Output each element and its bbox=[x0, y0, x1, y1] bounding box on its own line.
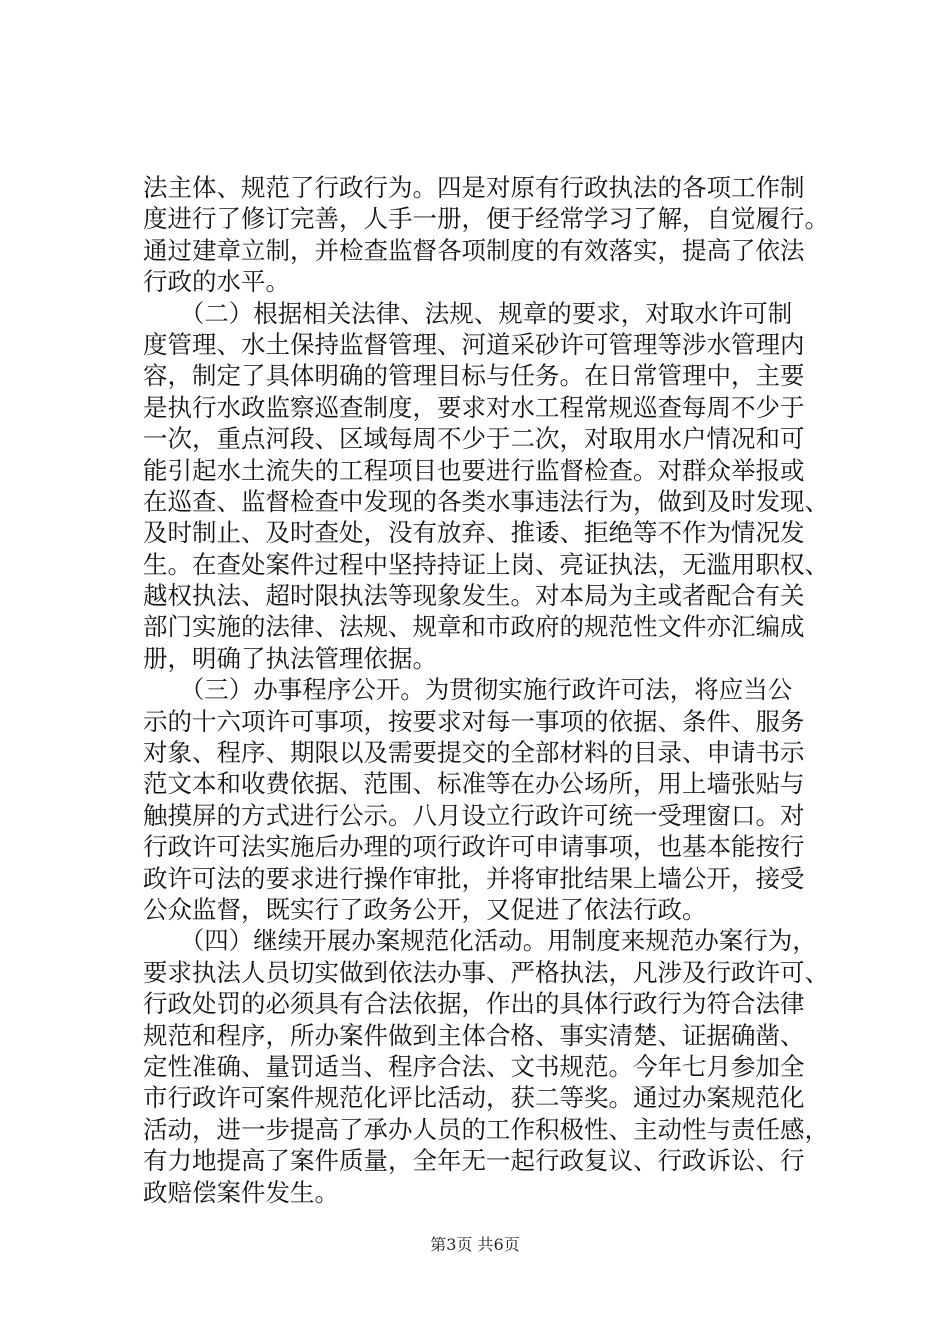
text-line: 活动，进一步提高了承办人员的工作积极性、主动性与责任感， bbox=[143, 1114, 829, 1144]
paragraph-4-start: （四）继续开展办案规范化活动。用制度来规范办案行为， bbox=[143, 926, 817, 956]
text-line: 通过建章立制，并检查监督各项制度的有效落实，提高了依法 bbox=[143, 235, 805, 265]
text-line: 容，制定了具体明确的管理目标与任务。在日常管理中，主要 bbox=[143, 361, 805, 391]
text-line: 册，明确了执法管理依据。 bbox=[143, 643, 437, 673]
text-line: 公众监督，既实行了政务公开，又促进了依法行政。 bbox=[143, 894, 707, 924]
text-line: 对象、程序、期限以及需要提交的全部材料的目录、申请书示 bbox=[143, 738, 805, 768]
text-line: 示的十六项许可事项，按要求对每一事项的依据、条件、服务 bbox=[143, 706, 805, 736]
text-line: 行政的水平。 bbox=[143, 267, 290, 297]
text-line: 有力地提高了案件质量，全年无一起行政复议、行政诉讼、行 bbox=[143, 1146, 805, 1176]
text-line: 在巡查、监督检查中发现的各类水事违法行为，做到及时发现、 bbox=[143, 486, 829, 516]
text-line: 能引起水土流失的工程项目也要进行监督检查。对群众举报或 bbox=[143, 455, 805, 485]
paragraph-3-start: （三）办事程序公开。为贯彻实施行政许可法，将应当公 bbox=[143, 675, 793, 705]
text-line: 及时制止、及时查处，没有放弃、推诿、拒绝等不作为情况发 bbox=[143, 518, 805, 548]
text-line: 定性准确、量罚适当、程序合法、文书规范。今年七月参加全 bbox=[143, 1051, 805, 1081]
text-line: 度管理、水土保持监督管理、河道采砂许可管理等涉水管理内 bbox=[143, 329, 805, 359]
page-footer bbox=[0, 1232, 950, 1255]
text-line: 法主体、规范了行政行为。四是对原有行政执法的各项工作制 bbox=[143, 173, 805, 202]
text-line: 生。在查处案件过程中坚持持证上岗、亮证执法，无滥用职权、 bbox=[143, 549, 829, 579]
text-line: 越权执法、超时限执法等现象发生。对本局为主或者配合有关 bbox=[143, 581, 805, 611]
text-line: 度进行了修订完善，人手一册，便于经常学习了解，自觉履行。 bbox=[143, 204, 829, 234]
text-line: 行政许可法实施后办理的项行政许可申请事项，也基本能按行 bbox=[143, 832, 805, 862]
text-line: 规范和程序，所办案件做到主体合格、事实清楚、证据确凿、 bbox=[143, 1020, 805, 1050]
text-line: 要求执法人员切实做到依法办事、严格执法，凡涉及行政许可、 bbox=[143, 957, 829, 987]
text-line: 范文本和收费依据、范围、标准等在办公场所，用上墙张贴与 bbox=[143, 769, 805, 799]
page-number-indicator: 第3页 共6页 bbox=[430, 1235, 520, 1254]
text-line: 市行政许可案件规范化评比活动，获二等奖。通过办案规范化 bbox=[143, 1083, 805, 1113]
text-line: 是执行水政监察巡查制度，要求对水工程常规巡查每周不少于 bbox=[143, 392, 805, 422]
text-line: 部门实施的法律、法规、规章和市政府的规范性文件亦汇编成 bbox=[143, 612, 805, 642]
text-line: 触摸屏的方式进行公示。八月设立行政许可统一受理窗口。对 bbox=[143, 800, 805, 830]
text-line: 政赔偿案件发生。 bbox=[143, 1177, 339, 1207]
text-line: 一次，重点河段、区域每周不少于二次，对取用水户情况和可 bbox=[143, 424, 805, 454]
text-line: 政许可法的要求进行操作审批，并将审批结果上墙公开，接受 bbox=[143, 863, 805, 893]
body-text bbox=[143, 172, 843, 1208]
paragraph-2-start: （二）根据相关法律、法规、规章的要求，对取水许可制 bbox=[143, 298, 793, 328]
text-line: 行政处罚的必须具有合法依据，作出的具体行政行为符合法律 bbox=[143, 989, 805, 1019]
